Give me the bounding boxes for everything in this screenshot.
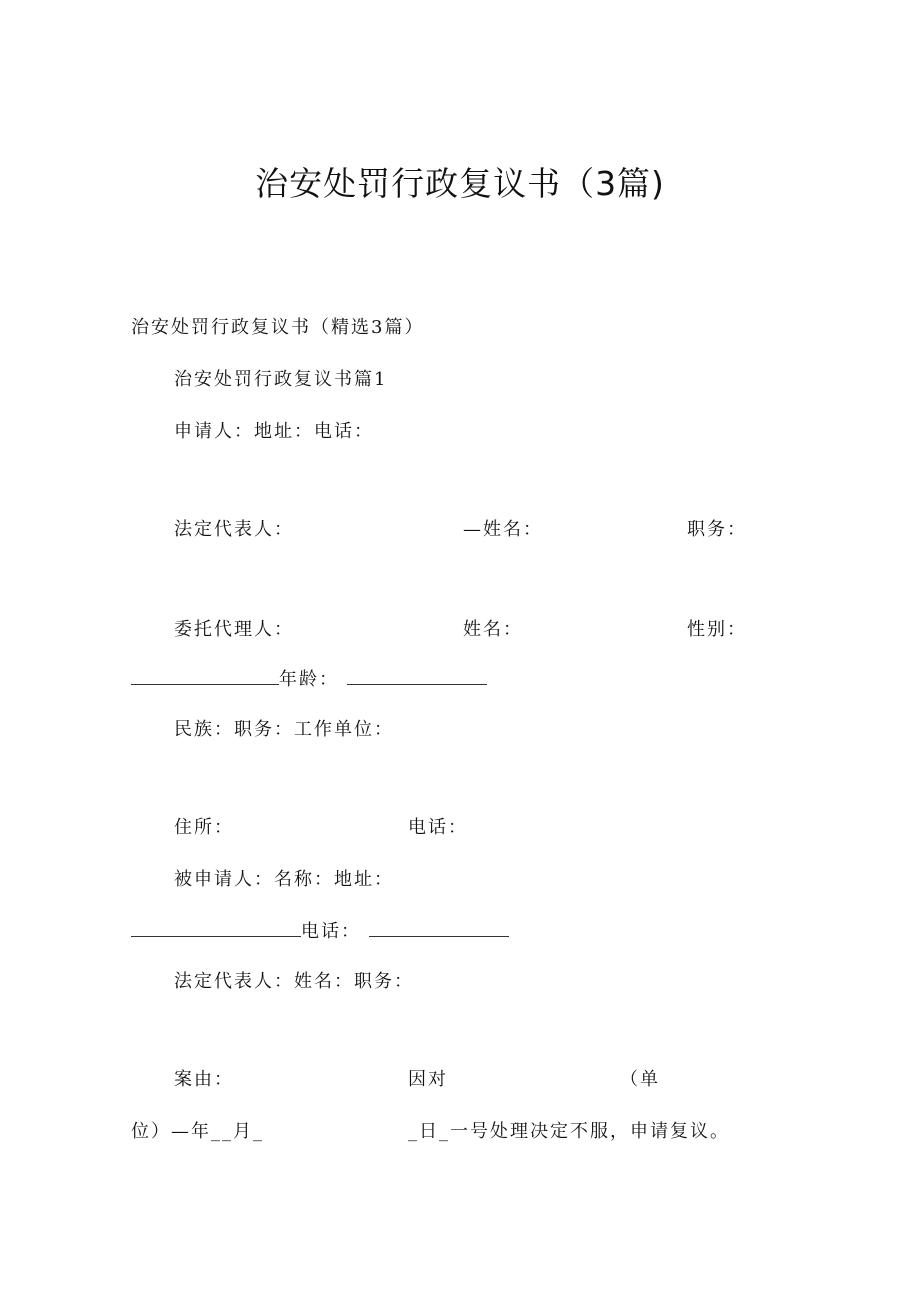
phone-blank — [369, 935, 509, 937]
respondent-rep-line: 法定代表人：姓名：职务： — [174, 971, 414, 992]
cause-continued-part2: _日_一号处理决定不服，申请复议。 — [408, 1121, 730, 1142]
cause-unit-open: （单 — [620, 1069, 660, 1090]
cause-reason: 因对 — [408, 1069, 448, 1090]
applicant-line: 申请人：地址：电话： — [174, 421, 374, 442]
legal-rep-label: 法定代表人： — [174, 519, 294, 540]
legal-rep-position-label: 职务： — [687, 519, 747, 540]
document-title: 治安处罚行政复议书（3篇) — [255, 164, 665, 203]
age-row — [131, 668, 487, 692]
legal-rep-name-label: —姓名： — [463, 519, 543, 540]
cause-label: 案由： — [174, 1069, 234, 1090]
residence-phone-label: 电话： — [408, 817, 468, 838]
section-heading: 治安处罚行政复议书篇1 — [174, 369, 388, 390]
residence-label: 住所： — [174, 817, 234, 838]
respondent-phone-row — [131, 920, 509, 944]
agent-name-label: 姓名： — [463, 619, 523, 640]
ethnicity-line: 民族：职务：工作单位： — [174, 719, 394, 740]
cause-continued-part1: 位）—年__月_ — [131, 1121, 264, 1142]
respondent-phone-label: 电话： — [301, 921, 361, 942]
age-label: 年龄： — [279, 669, 339, 690]
address-blank — [131, 935, 301, 937]
age-blank — [347, 683, 487, 685]
gender-blank — [131, 683, 279, 685]
document-subtitle: 治安处罚行政复议书（精选3篇） — [131, 317, 425, 338]
respondent-line: 被申请人：名称：地址： — [174, 869, 394, 890]
agent-gender-label: 性别： — [687, 619, 747, 640]
agent-label: 委托代理人： — [174, 619, 294, 640]
